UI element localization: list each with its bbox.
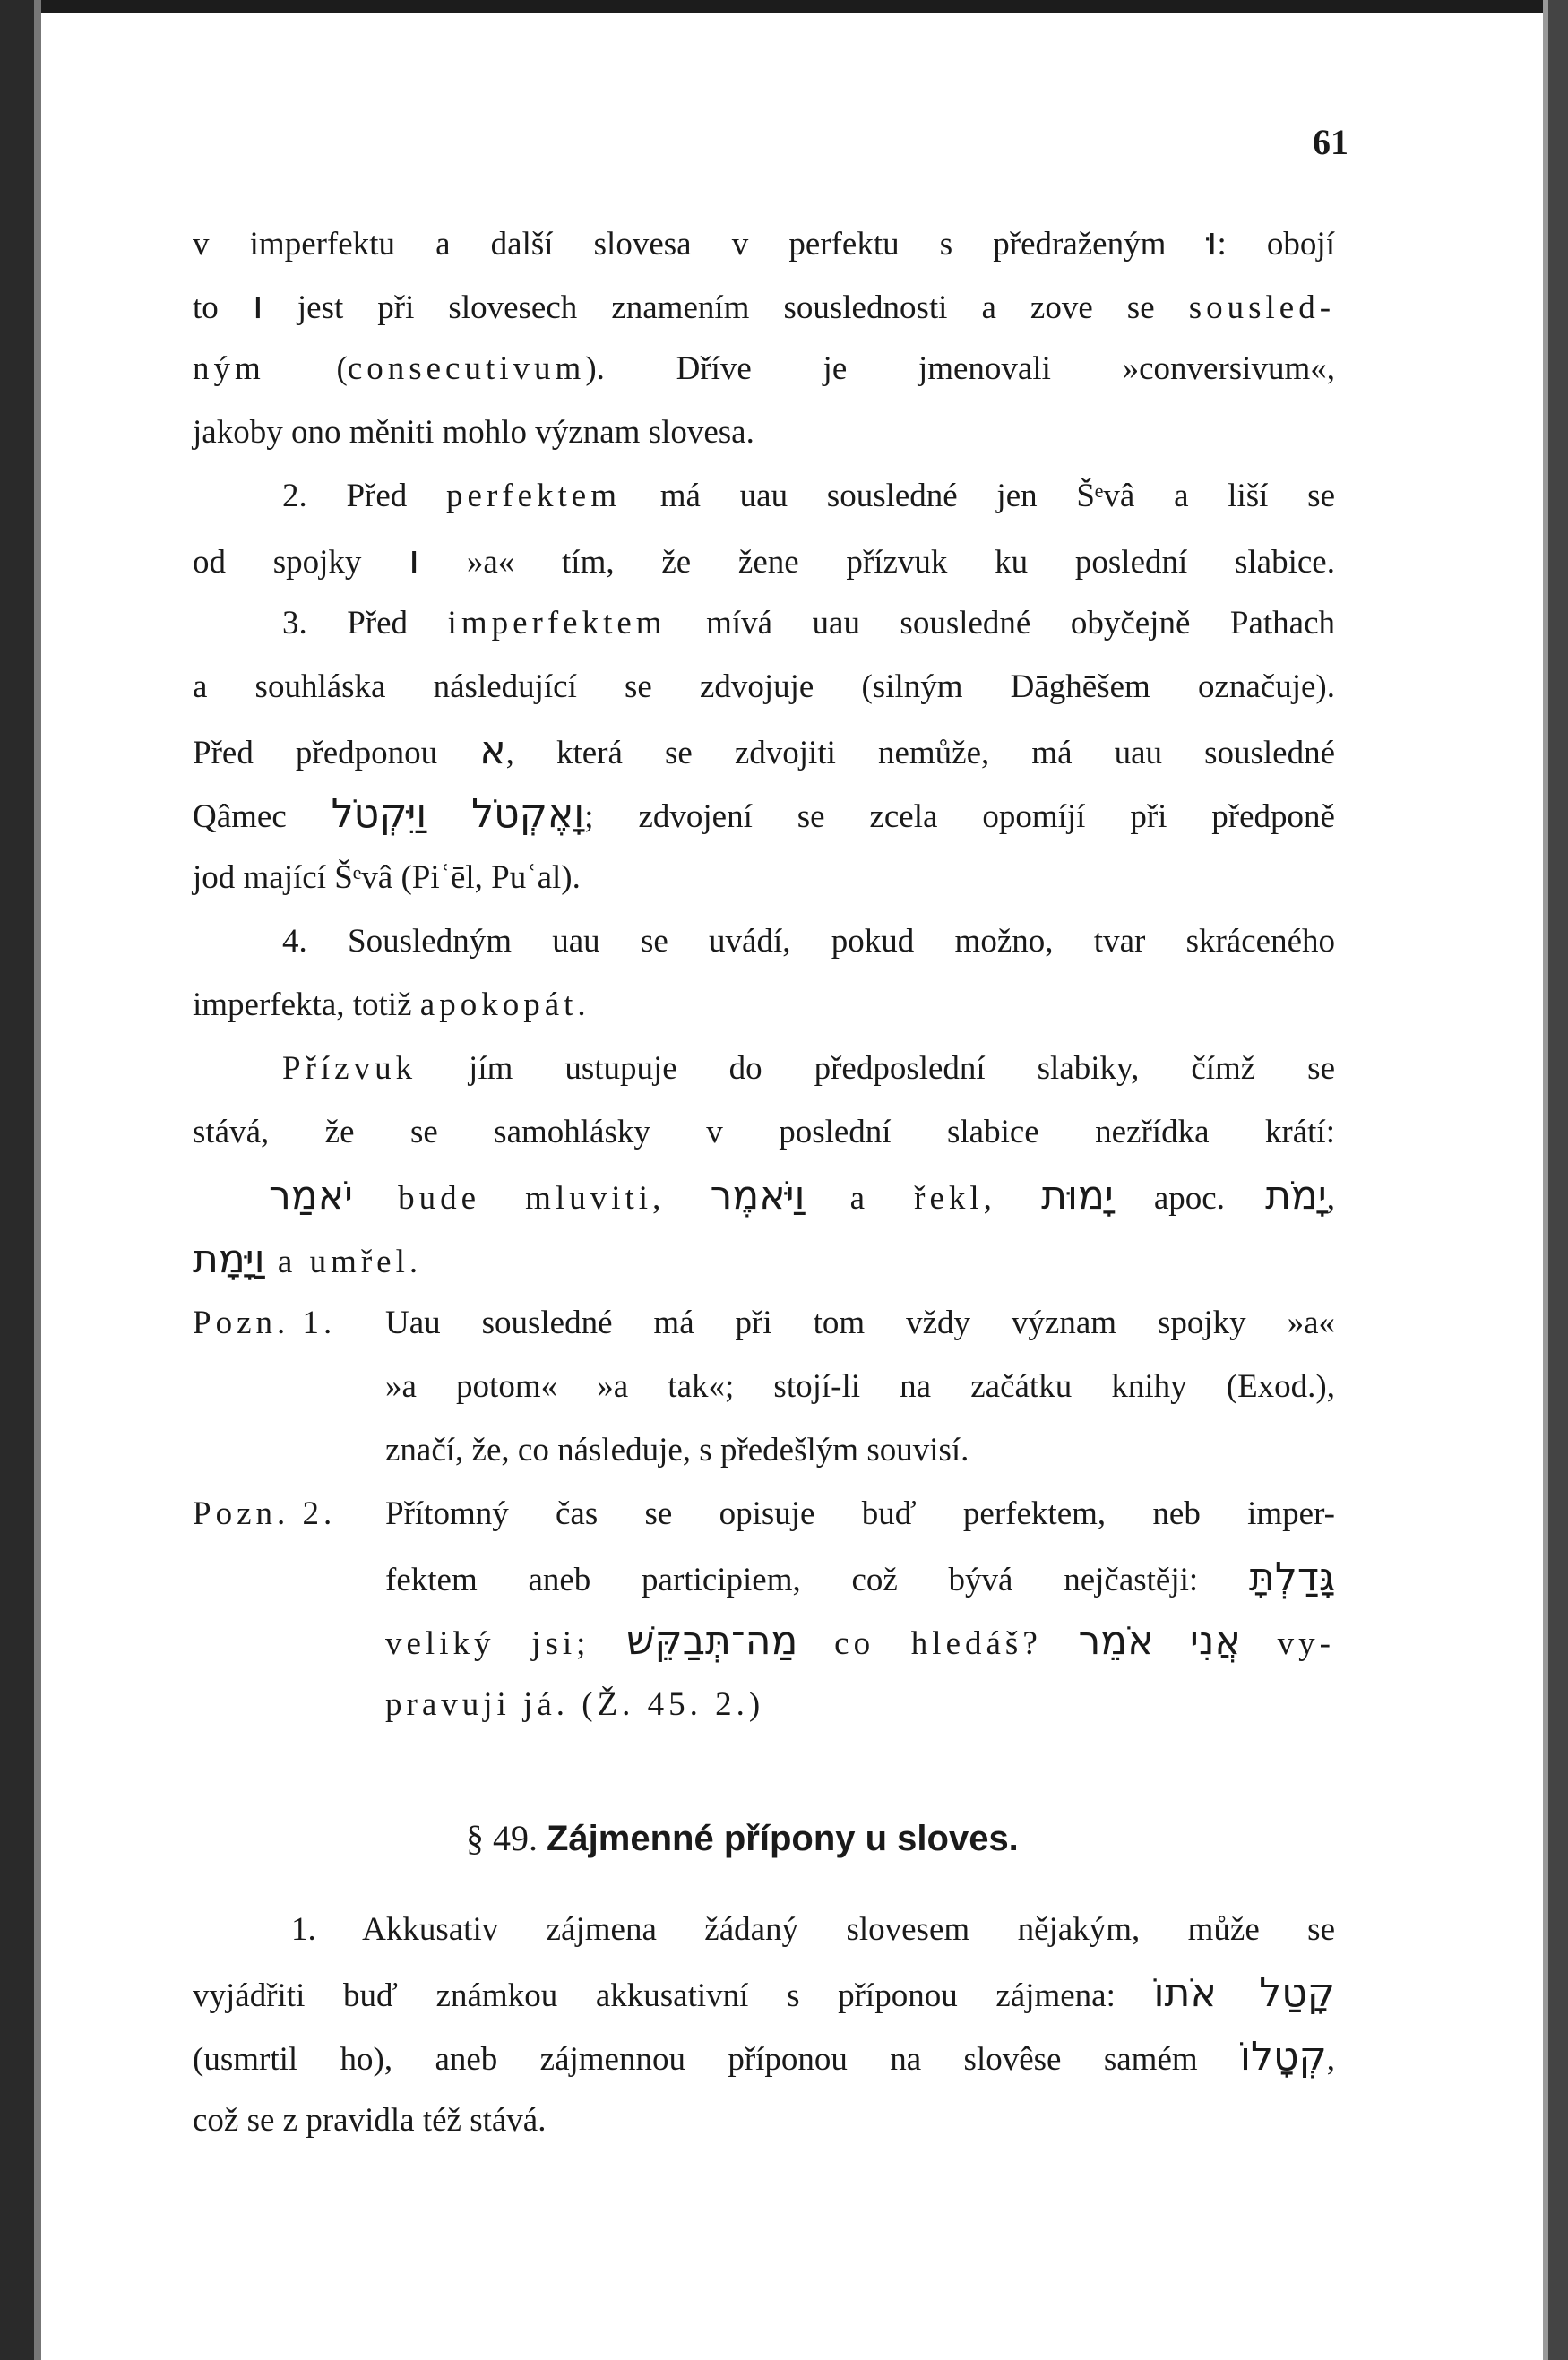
hebrew-text: וָאֶקְטֹל	[471, 791, 585, 837]
text-line: 2. Před perfektem má uau sousledné jen Šᵉvâ a liší se	[282, 478, 1335, 514]
text-line: od spojky ו »a« tím, že žene přízvuk ku poslední slabice.	[193, 537, 1335, 582]
text-line: pravuji já. (Ž. 45. 2.)	[385, 1686, 765, 1723]
text-line: 3. Před imperfektem mívá uau sousledné obyčejně Pathach	[282, 605, 1335, 642]
hebrew-text: ו	[252, 282, 263, 328]
section-title: Zájmenné přípony u sloves.	[547, 1819, 1019, 1858]
text-line: ným (consecutivum). Dříve je jmenovali »conversivum«,	[193, 350, 1335, 387]
section-heading	[466, 1817, 1201, 1859]
hebrew-text: יָמוּת	[1041, 1173, 1114, 1219]
scan-border-top	[0, 0, 1568, 13]
hebrew-text: יָמֹת	[1265, 1173, 1327, 1219]
text-line: veliký jsi; מַה־תְּבַקֵּשׁ co hledáš? אֲנִי אֹמֵר vy-	[385, 1618, 1335, 1664]
hebrew-text: קָטַל אֹתוֹ	[1153, 1970, 1335, 2016]
text-line: Uau sousledné má při tom vždy význam spojky »a«	[385, 1305, 1335, 1341]
text-line: »a potom« »a tak«; stojí-li na začátku knihy (Exod.),	[385, 1368, 1335, 1405]
note-label: Pozn. 1.	[193, 1305, 337, 1341]
text-line: v imperfektu a další slovesa v perfektu s předraženým וּ: obojí	[193, 219, 1335, 264]
scan-border-left	[0, 0, 34, 2360]
spaced-term: imperfektem	[447, 605, 667, 642]
text-line: a souhláska následující se zdvojuje (silným Dāghēšem označuje).	[193, 668, 1335, 705]
text-line: značí, že, co následuje, s předešlým souvisí.	[385, 1432, 969, 1469]
spaced-term: consecutivum	[347, 350, 586, 387]
text-line: 4. Sousledným uau se uvádí, pokud možno, tvar skráceného	[282, 923, 1335, 960]
hebrew-text: א	[479, 728, 506, 773]
text-line: fektem aneb participiem, což bývá nejčastěji: גָּדַלְתָּ	[385, 1555, 1335, 1600]
text-line: stává, že se samohlásky v poslední slabice nezřídka krátí:	[193, 1114, 1335, 1150]
spaced-term: Přízvuk	[282, 1050, 418, 1087]
hebrew-text: וַיָּמָת	[193, 1236, 265, 1282]
text-line: imperfekta, totiž apokopát.	[193, 986, 586, 1023]
section-number: § 49.	[466, 1818, 538, 1858]
spaced-term: ným	[193, 350, 265, 387]
text-line: jakoby ono měniti mohlo význam slovesa.	[193, 414, 754, 451]
hebrew-text: וַיֹּאמֶר	[710, 1173, 806, 1219]
text-line: Přítomný čas se opisuje buď perfektem, neb imper-	[385, 1495, 1335, 1532]
hebrew-text: וּ	[1206, 219, 1218, 264]
hebrew-text: מַה־תְּבַקֵּשׁ	[626, 1618, 798, 1664]
hebrew-text: וַיִּקְטֹל	[331, 791, 427, 837]
spaced-term: perfektem	[446, 478, 621, 514]
hebrew-text: יֹאמַר	[269, 1173, 353, 1219]
text-line: což se z pravidla též stává.	[193, 2102, 547, 2139]
page-number: 61	[1313, 122, 1348, 162]
hebrew-text: אֲנִי אֹמֵר	[1078, 1618, 1241, 1664]
text-line: וַיָּמָת a umřel.	[193, 1236, 423, 1282]
note-label: Pozn. 2.	[193, 1495, 337, 1532]
text-line: Qâmec וַיִּקְטֹל וָאֶקְטֹל; zdvojení se zcela opomíjí při předponě	[193, 791, 1335, 837]
hebrew-text: גָּדַלְתָּ	[1248, 1555, 1335, 1600]
hebrew-text: קְטָלוֹ	[1240, 2034, 1327, 2080]
hebrew-text: ו	[409, 537, 420, 582]
text-line: jod mající Šᵉvâ (Piʿēl, Puʿal).	[193, 859, 581, 896]
text-line: 1. Akkusativ zájmena žádaný slovesem nějakým, může se	[291, 1911, 1335, 1948]
text-line: vyjádřiti buď známkou akkusativní s příponou zájmena: קָטַל אֹתוֹ	[193, 1970, 1335, 2016]
text-line: Přízvuk jím ustupuje do předposlední slabiky, čímž se	[282, 1050, 1335, 1087]
text-line: Před předponou א, která se zdvojiti nemůže, má uau sousledné	[193, 728, 1335, 773]
text-line: to ו jest při slovesech znamením souslednosti a zove se sousled-	[193, 282, 1336, 328]
spaced-term: sousled-	[1188, 289, 1336, 326]
spaced-term: apokopát	[419, 986, 578, 1023]
scan-border-right	[1548, 0, 1568, 2360]
text-line: (usmrtil ho), aneb zájmennou příponou na slovêse samém קְטָלוֹ,	[193, 2034, 1335, 2080]
text-line: יֹאמַר bude mluviti, וַיֹּאמֶר a řekl, יָמוּת apoc. יָמֹת,	[269, 1173, 1335, 1219]
